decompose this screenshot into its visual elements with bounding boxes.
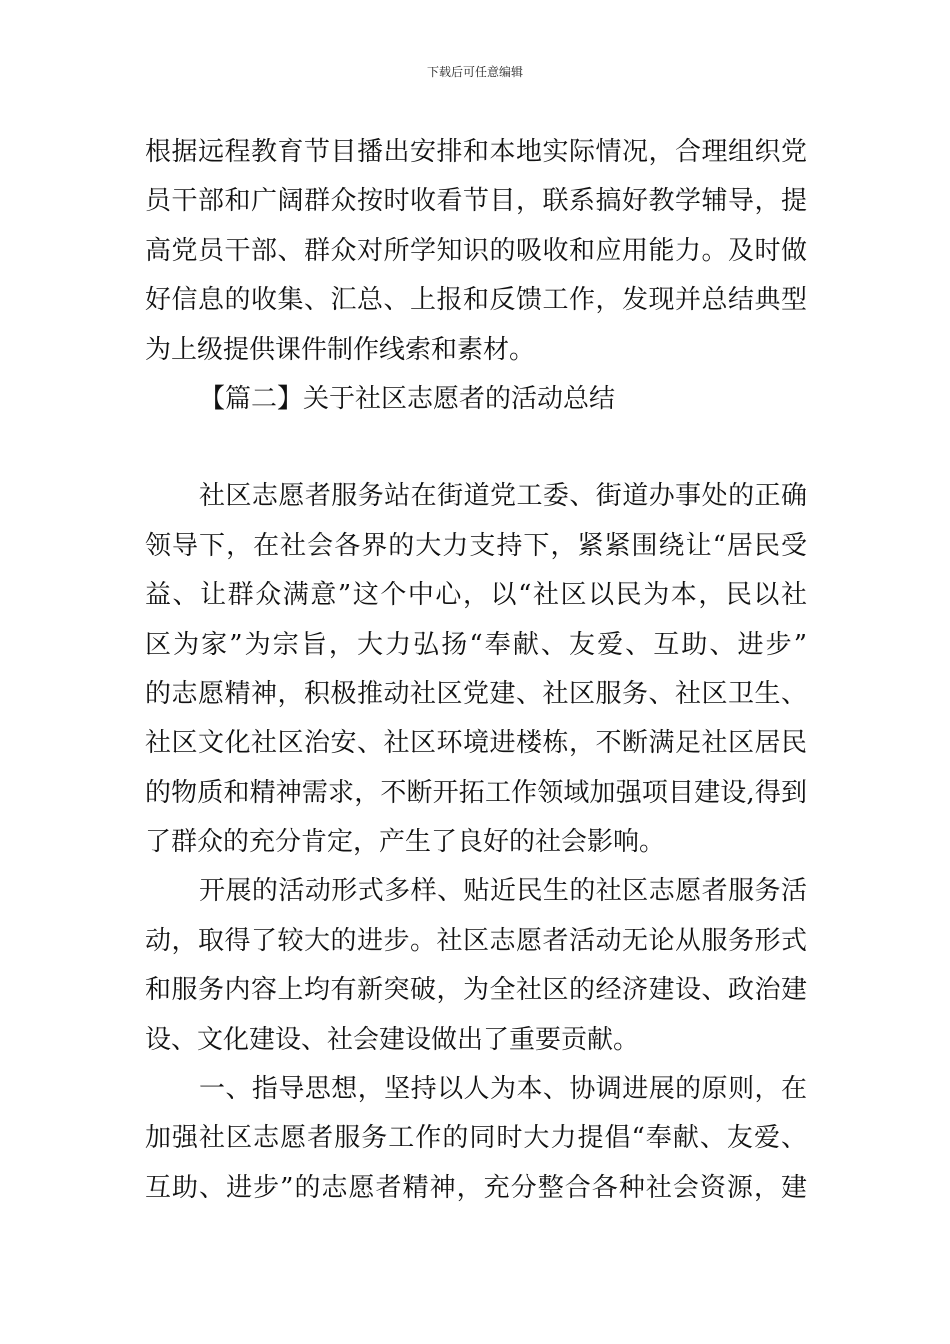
document-body <box>145 128 807 1213</box>
paragraph-4 <box>145 1065 807 1213</box>
text-line: 根据远程教育节目播出安排和本地实际情况，合理组织党 <box>145 137 807 167</box>
text-line: 的物质和精神需求，不断开拓工作领域加强项目建设,得到 <box>145 777 807 808</box>
text-line: 动，取得了较大的进步。社区志愿者活动无论从服务形式 <box>145 925 807 956</box>
text-line: 开展的活动形式多样、贴近民生的社区志愿者服务活 <box>199 876 807 907</box>
text-line: 互助、进步”的志愿者精神，充分整合各种社会资源，建 <box>145 1172 807 1203</box>
text-line: 了群众的充分肯定，产生了良好的社会影响。 <box>145 827 666 858</box>
blank-space <box>145 424 807 472</box>
section-heading <box>145 375 807 424</box>
text-line: 设、文化建设、社会建设做出了重要贡献。 <box>145 1024 640 1055</box>
text-line: 社区文化社区治安、社区环境进楼栋，不断满足社区居民 <box>145 728 807 759</box>
text-line: 高党员干部、群众对所学知识的吸收和应用能力。及时做 <box>145 235 807 266</box>
text-line: 好信息的收集、汇总、上报和反馈工作，发现并总结典型 <box>145 285 807 316</box>
text-line: 社区志愿者服务站在街道党工委、街道办事处的正确 <box>199 481 807 512</box>
text-line: 领导下，在社会各界的大力支持下，紧紧围绕让“居民受 <box>145 530 807 561</box>
paragraph-2 <box>145 472 807 867</box>
text-line: 和服务内容上均有新突破，为全社区的经济建设、政治建 <box>145 975 807 1006</box>
paragraph-1 <box>145 128 807 375</box>
text-line: 加强社区志愿者服务工作的同时大力提倡“奉献、友爱、 <box>145 1123 807 1154</box>
section-title: 【篇二】关于社区志愿者的活动总结 <box>199 383 616 414</box>
text-line: 为上级提供课件制作线索和素材。 <box>145 334 536 365</box>
page-header-note: 下载后可任意编辑 <box>426 65 523 79</box>
text-line: 员干部和广阔群众按时收看节目，联系搞好教学辅导，提 <box>145 186 807 217</box>
text-line: 益、让群众满意”这个中心，以“社区以民为本，民以社 <box>145 580 807 611</box>
paragraph-3 <box>145 867 807 1065</box>
text-line: 的志愿精神，积极推动社区党建、社区服务、社区卫生、 <box>145 678 807 709</box>
text-line: 一、指导思想，坚持以人为本、协调进展的原则，在 <box>199 1074 807 1105</box>
text-line: 区为家”为宗旨，大力弘扬“奉献、友爱、互助、进步” <box>145 629 807 660</box>
